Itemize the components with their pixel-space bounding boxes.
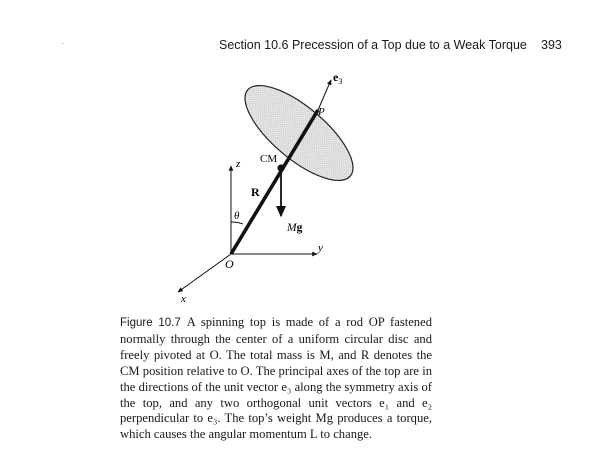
label-e3: $e_3$ xyxy=(333,70,343,86)
label-mg: Mg xyxy=(287,222,303,234)
section-title: Section 10.6 Precession of a Top due to a Weak Torque xyxy=(219,38,527,52)
x-axis xyxy=(178,254,231,292)
theta-arc xyxy=(231,222,243,224)
label-z: z xyxy=(236,158,241,170)
label-r: R xyxy=(251,185,260,199)
page-number: 393 xyxy=(541,38,562,52)
label-y: y xyxy=(318,242,323,254)
label-o: O xyxy=(225,257,234,271)
label-cm: CM xyxy=(260,153,278,165)
figure-caption xyxy=(120,315,432,443)
figure-label: Figure 10.7 xyxy=(120,317,181,329)
disc xyxy=(231,70,367,196)
label-x: x xyxy=(181,293,186,305)
label-theta: θ xyxy=(234,210,240,222)
caption-text: A spinning top is made of a rod OP fastened normally through the center of a uniform circular disc and freely pivoted at O. The total mass is M, and R denotes the CM position relative to O. The principal axes of the top are in the directions of the unit vector e₃ along the symmetry axis of the top, and any two orthogonal unit vectors e₁ and e₂ perpendicular to e₃. The top’s weight Mg produces a torque, which causes the angular momentum L to change. xyxy=(120,315,432,442)
label-p: P xyxy=(318,106,325,118)
